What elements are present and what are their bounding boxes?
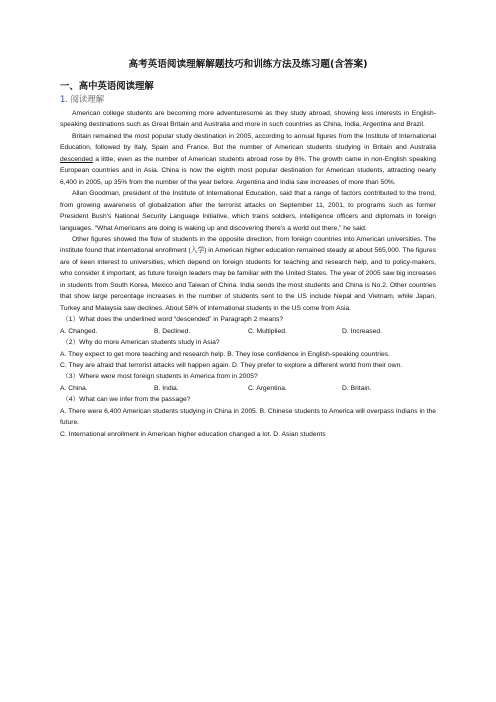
- q4-options-a-b: A. There were 6,400 American students studying in China in 2005. B. Chinese students to America will overpass Indians in the future.: [60, 407, 436, 427]
- q3-option-a: A. China.: [60, 384, 88, 392]
- underlined-word: descended: [60, 155, 93, 163]
- question-1-stem: （1）What does the underlined word “descended” in Paragraph 2 means?: [62, 316, 284, 324]
- passage-paragraph-1: American college students are becoming more adventuresome as they study abroad, showing less interests in English-speaking destinations such as Great Britain and Australia and more in such countries as China, India, Argentina and Brazil.: [60, 110, 436, 129]
- paragraph-2-after: a little, even as the number of American students abroad rose by 8%. The growth came in non-English speaking European countries and in Asia. China is now the eighth most popular destination for American students, attracting nearly 6,400 in 2005, up 35% from the number of the year before. Argentina and India saw increases of more than 50%.: [60, 155, 436, 186]
- question-3-options: [60, 383, 436, 394]
- q3-option-b: B. India.: [154, 384, 179, 392]
- q2-options-a-b: A. They expect to get more teaching and research help. B. They lose confidence in English-speaking countries.: [60, 350, 390, 358]
- passage-paragraph-3: Allan Goodman, president of the Institute of International Education, said that a range of factors contributed to the trend, from growing awareness of globalization after the terrorist attacks on September 11, 2001, to programs such as former President Bush's National Security Language Initiative, which trains soldiers, intelligence officers and diplomats in foreign languages. “What Americans are doing is waking up and discovering there's a world out there,” he said.: [60, 190, 436, 232]
- q3-option-d: D. Britain.: [342, 384, 372, 392]
- question-2-stem: （2）Why do more American students study in Asia?: [62, 339, 220, 347]
- q4-options-c-d: C. International enrollment in American higher education changed a lot. D. Asian students: [60, 430, 326, 438]
- section-heading: 一、高中英语阅读理解: [60, 81, 154, 92]
- question-3-stem: （3）Where were most foreign students in America from in 2005?: [62, 373, 258, 381]
- q1-option-a: A. Changed.: [60, 327, 98, 335]
- q1-option-d: D. Increased.: [342, 327, 382, 335]
- question-1-options: [60, 326, 436, 337]
- passage-paragraph-4: Other figures showed the flow of students in the opposite direction, from foreign countries into American universities. The institute found that international enrollment (入学) in American higher education remained steady at about 565,000. The figures are of keen interest to universities, which depend on foreign students for teaching and research help, and to policy-makers, who consider it important, as future foreign leaders may be familiar with the United States. The year of 2005 saw big increases in students from South Korea, Mexico and Taiwan of China. India sends the most students and China is No.2. Other countries that show large percentage increases in the number of students sent to the US include Nepal and Vietnam, while Japan, Turkey and Malaysia saw declines. About 58% of international students in the US come from Asia.: [60, 235, 436, 312]
- question-4-stem: （4）What can we infer from the passage?: [62, 396, 191, 404]
- q2-options-c-d: C. They are afraid that terrorist attacks will happen again. D. They prefer to explore a different world from their own.: [60, 361, 403, 369]
- q3-option-c: C. Argentina.: [248, 384, 287, 392]
- subsection-number: 1.: [60, 94, 68, 104]
- passage-paragraph-2: [60, 131, 436, 188]
- paragraph-2-before: Britain remained the most popular study destination in 2005, according to annual figures from the Institute of International Education, followed by Italy, Spain and France. But the number of American students studying in Britain and Australia: [60, 132, 436, 152]
- subsection-label: 阅读理解: [70, 94, 105, 104]
- subsection-heading: [60, 94, 436, 105]
- q1-option-b: B. Declined.: [154, 327, 191, 335]
- document-page: [60, 58, 436, 440]
- q1-option-c: C. Multiplied.: [248, 327, 287, 335]
- document-title: 高考英语阅读理解解题技巧和训练方法及练习题(含答案): [128, 59, 368, 70]
